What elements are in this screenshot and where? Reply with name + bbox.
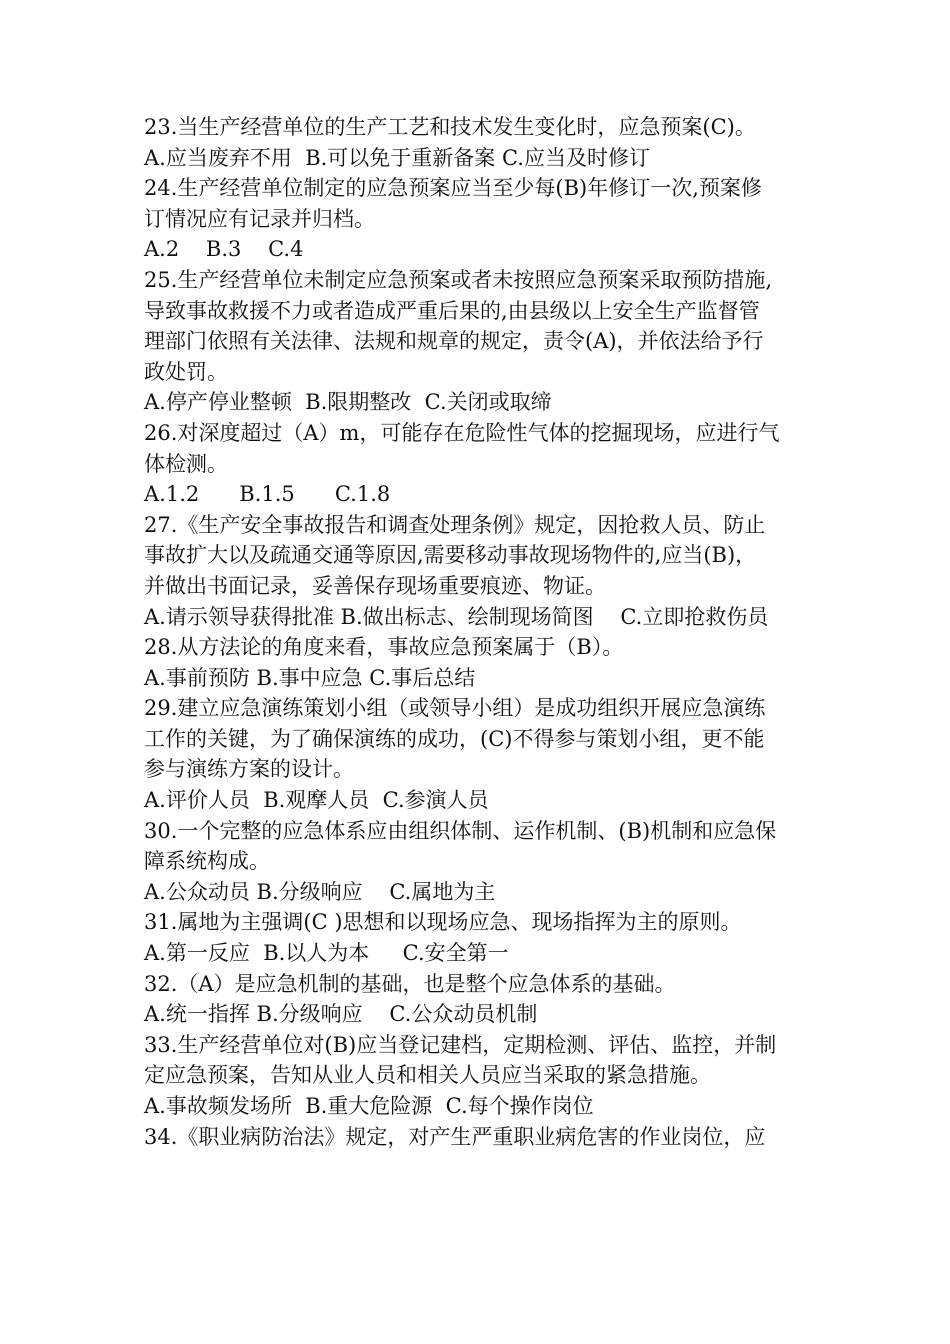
question-24-cont: 订情况应有记录并归档。 xyxy=(144,206,375,231)
question-34: 34.《职业病防治法》规定，对产生严重职业病危害的作业岗位，应 xyxy=(144,1124,766,1149)
options-32: A.统一指挥 B.分级响应 C.公众动员机制 xyxy=(144,1002,538,1027)
options-31: A.第一反应 B.以人为本 C.安全第一 xyxy=(144,941,509,966)
question-27-cont: 并做出书面记录，妥善保存现场重要痕迹、物证。 xyxy=(144,573,606,598)
question-29-cont: 参与演练方案的设计。 xyxy=(144,757,354,782)
question-28: 28.从方法论的角度来看，事故应急预案属于（B）。 xyxy=(144,635,624,660)
question-25-cont: 理部门依照有关法律、法规和规章的规定，责令(A)，并依法给予行 xyxy=(144,329,764,354)
options-29: A.评价人员 B.观摩人员 C.参演人员 xyxy=(144,788,489,813)
options-28: A.事前预防 B.事中应急 C.事后总结 xyxy=(144,665,476,690)
question-26-cont: 体检测。 xyxy=(144,451,228,476)
options-23: A.应当废弃不用 B.可以免于重新备案 C.应当及时修订 xyxy=(144,145,650,170)
document-body xyxy=(144,112,816,1152)
options-24: A.2 B.3 C.4 xyxy=(144,237,304,262)
question-23: 23.当生产经营单位的生产工艺和技术发生变化时，应急预案(C)。 xyxy=(144,115,756,139)
question-31: 31.属地为主强调(C )思想和以现场应急、现场指挥为主的原则。 xyxy=(144,910,742,935)
options-27: A.请示领导获得批准 B.做出标志、绘制现场简图 C.立即抢救伤员 xyxy=(144,604,769,629)
question-29-cont: 工作的关键，为了确保演练的成功，(C)不得参与策划小组，更不能 xyxy=(144,726,765,751)
question-33: 33.生产经营单位对(B)应当登记建档，定期检测、评估、监控，并制 xyxy=(144,1032,777,1057)
question-33-cont: 定应急预案，告知从业人员和相关人员应当采取的紧急措施。 xyxy=(144,1063,711,1088)
question-24: 24.生产经营单位制定的应急预案应当至少每(B)年修订一次,预案修 xyxy=(144,176,762,201)
question-27: 27.《生产安全事故报告和调查处理条例》规定，因抢救人员、防止 xyxy=(144,512,766,537)
options-26: A.1.2 B.1.5 C.1.8 xyxy=(144,482,391,507)
question-30-cont: 障系统构成。 xyxy=(144,849,270,874)
options-30: A.公众动员 B.分级响应 C.属地为主 xyxy=(144,879,496,904)
options-33: A.事故频发场所 B.重大危险源 C.每个操作岗位 xyxy=(144,1094,594,1118)
question-25: 25.生产经营单位未制定应急预案或者未按照应急预案采取预防措施, xyxy=(144,267,773,292)
question-30: 30.一个完整的应急体系应由组织体制、运作机制、(B)机制和应急保 xyxy=(144,818,777,843)
options-25: A.停产停业整顿 B.限期整改 C.关闭或取缔 xyxy=(144,390,552,415)
question-25-cont: 政处罚。 xyxy=(144,359,228,384)
question-27-cont: 事故扩大以及疏通交通等原因,需要移动事故现场物件的,应当(B)， xyxy=(144,543,757,568)
question-25-cont: 导致事故救援不力或者造成严重后果的,由县级以上安全生产监督管 xyxy=(144,298,760,323)
question-29: 29.建立应急演练策划小组（或领导小组）是成功组织开展应急演练 xyxy=(144,696,766,721)
question-26: 26.对深度超过（A）m，可能存在危险性气体的挖掘现场，应进行气 xyxy=(144,420,780,445)
question-32: 32.（A）是应急机制的基础，也是整个应急体系的基础。 xyxy=(144,971,676,996)
